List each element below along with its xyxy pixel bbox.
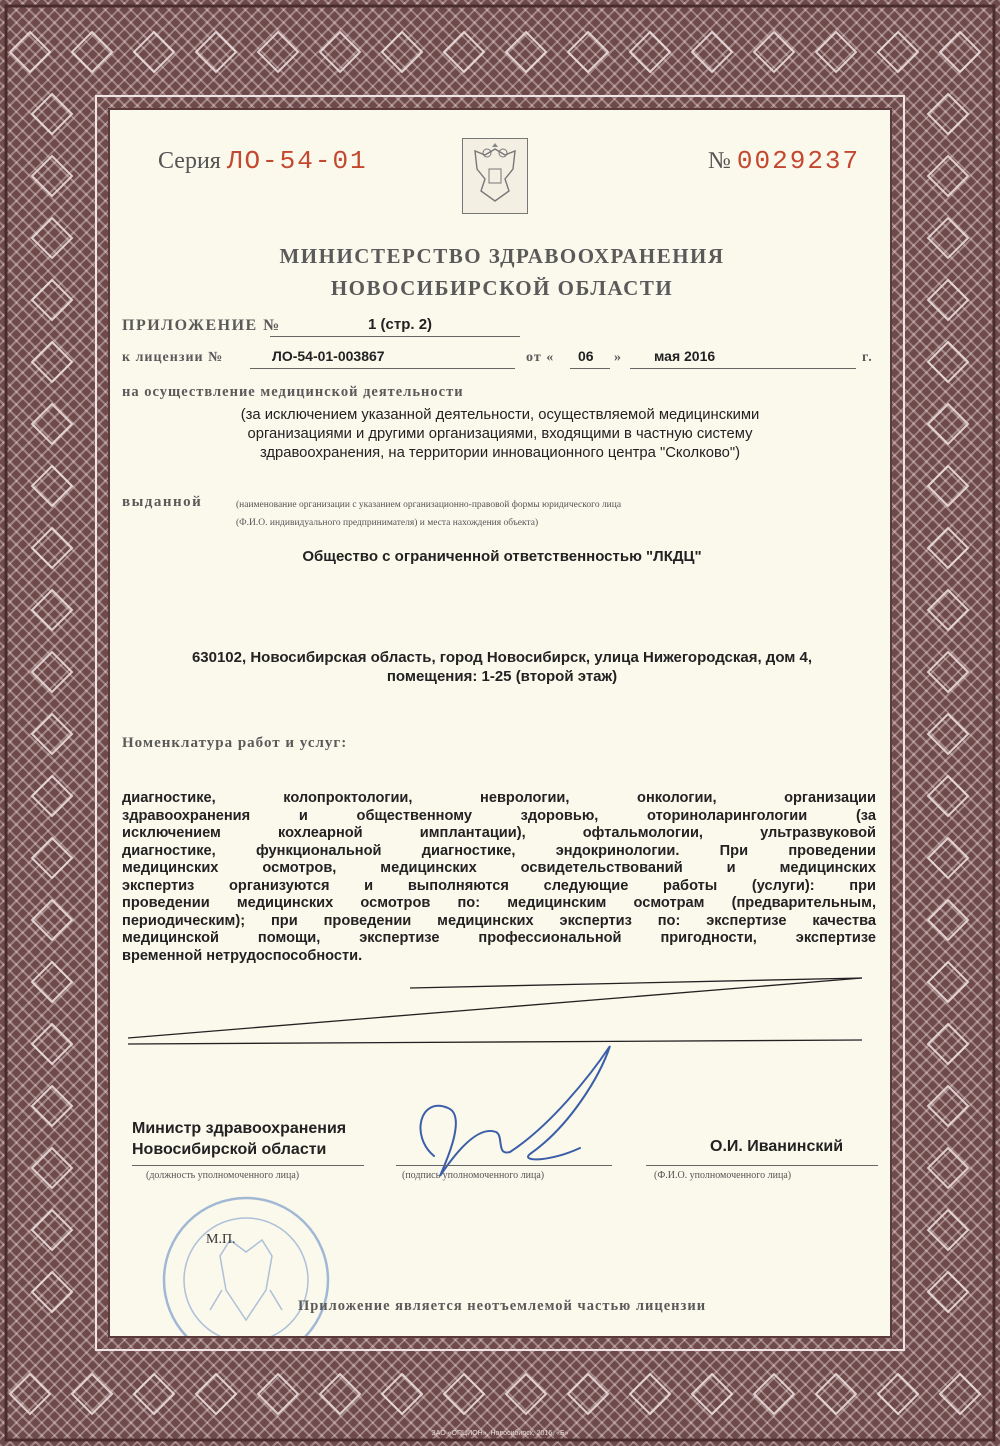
ministry-line-2: НОВОСИБИРСКОЙ ОБЛАСТИ [330,276,674,300]
frame-ornament-diamond [32,714,72,754]
frame-ornament-diamond [32,218,72,258]
stamp-label: М.П. [206,1232,236,1247]
frame-ornament-diamond [32,156,72,196]
frame-ornament-diamond [134,1374,174,1414]
address-line-2: помещения: 1-25 (второй этаж) [386,668,618,685]
activity-note-line-3: здравоохранения, на территории инновационного центра "Сколково") [259,445,741,461]
frame-ornament-diamond [32,590,72,630]
nomenclature-line: медицинской помощи, экспертизе профессиональной пригодности, экспертизе [122,930,876,946]
frame-ornament-diamond [320,32,360,72]
signatory-position [132,1118,346,1160]
signatory-position-line-2: Новосибирской области [132,1141,327,1158]
nomenclature-line: диагностике, колопроктологии, неврологии, онкологии, организации [122,790,876,806]
license-number: ЛО-54-01-003867 [272,348,385,364]
nomenclature-line: исключением кохлеарной имплантации), офтальмологии, ультразвуковой [122,825,876,841]
frame-ornament-diamond [754,1374,794,1414]
nomenclature-text [122,790,876,965]
signature-hint: (подпись уполномоченного лица) [402,1170,545,1181]
frame-ornament-diamond [568,32,608,72]
frame-ornament-diamond [32,776,72,816]
series-value: ЛО-54-01 [226,146,368,176]
position-hint: (должность уполномоченного лица) [146,1170,300,1181]
frame-ornament-diamond [32,528,72,568]
frame-ornament-diamond [928,218,968,258]
license-label: к лицензии № [122,350,224,365]
frame-ornament-diamond [10,32,50,72]
frame-ornament-diamond [928,900,968,940]
frame-ornament-diamond [32,1024,72,1064]
coat-of-arms-icon [462,138,528,214]
frame-ornament-diamond [928,528,968,568]
appendix-statement: Приложение является неотъемлемой частью лицензии [297,1298,707,1314]
frame-ornament-diamond [928,280,968,320]
frame-ornament-diamond [928,342,968,382]
issued-hint-line-1: (наименование организации с указанием организационно-правовой формы юридического лица [236,500,622,510]
frame-ornament-diamond [196,1374,236,1414]
nomenclature-line: периодическим); при проведении медицинских экспертиз по: экспертизе качества [122,912,876,929]
frame-ornament-diamond [928,94,968,134]
frame-ornament-diamond [382,1374,422,1414]
issued-label: выданной [122,494,203,510]
frame-ornament-diamond [568,1374,608,1414]
nomenclature-line: диагностике, функциональной диагностике, эндокринологии. При проведении [122,842,876,859]
frame-ornament-diamond [32,94,72,134]
frame-ornament-diamond [196,32,236,72]
frame-ornament-diamond [10,1374,50,1414]
signatory-name: О.И. Иванинский [710,1138,844,1155]
activity-note-line-1: (за исключением указанной деятельности, осуществляемой медицинскими [240,407,760,423]
frame-ornament-diamond [32,342,72,382]
address-line-1: 630102, Новосибирская область, город Новосибирск, улица Нижегородская, дом 4, [191,649,813,666]
frame-ornament-diamond [928,590,968,630]
frame-ornament-diamond [928,1024,968,1064]
frame-ornament-diamond [258,32,298,72]
frame-ornament-diamond [258,1374,298,1414]
frame-ornament-diamond [32,962,72,1002]
frame-ornament-diamond [630,1374,670,1414]
frame-ornament-diamond [32,900,72,940]
ministry-line-1: МИНИСТЕРСТВО ЗДРАВООХРАНЕНИЯ [279,244,725,268]
license-month-year: мая 2016 [654,348,716,364]
issued-hint-line-2: (Ф.И.О. индивидуального предпринимателя) и места нахождения объекта) [236,518,539,528]
frame-ornament-diamond [630,32,670,72]
frame-ornament-diamond [928,838,968,878]
frame-ornament-diamond [32,404,72,444]
frame-ornament-diamond [692,32,732,72]
frame-ornament-diamond [928,1086,968,1126]
number-label: № [708,148,731,174]
nomenclature-line: медицинских осмотров, медицинских освидетельствований и медицинских [122,860,876,876]
frame-ornament-diamond [32,1210,72,1250]
license-year-suffix: г. [862,350,874,365]
frame-ornament-diamond [444,1374,484,1414]
number-block [708,146,860,176]
nomenclature-line: здравоохранения и общественному здоровью, оториноларингологии (за [122,807,876,824]
nomenclature-line: проведении медицинских осмотров по: медицинским осмотрам (предварительным, [122,895,876,911]
frame-ornament-diamond [754,32,794,72]
frame-ornament-diamond [32,838,72,878]
frame-ornament-diamond [928,652,968,692]
frame-ornament-diamond [928,714,968,754]
name-hint: (Ф.И.О. уполномоченного лица) [654,1170,792,1181]
organization-address [110,648,892,686]
frame-ornament-diamond [506,32,546,72]
number-value: 0029237 [736,146,861,176]
appendix-value: 1 (стр. 2) [368,316,433,333]
nomenclature-label: Номенклатура работ и услуг: [122,735,348,751]
frame-ornament-diamond [382,32,422,72]
frame-ornament-diamond [928,1210,968,1250]
frame-ornament-diamond [32,1086,72,1126]
nomenclature-line: экспертиз организуются и выполняются следующие работы (услуги): при [122,877,876,894]
frame-ornament-diamond [928,776,968,816]
frame-ornament-diamond [134,32,174,72]
printer-imprint: ЗАО «ОПЦИОН», Новосибирск, 2016, «Б» [431,1430,569,1437]
activity-note-line-2: организациями и другими организациями, входящими в частную систему [247,426,753,442]
frame-ornament-diamond [928,1272,968,1312]
series-block [158,146,368,176]
frame-ornament-diamond [928,156,968,196]
nomenclature-line: временной нетрудоспособности. [122,947,363,964]
activity-label: на осуществление медицинской деятельности [122,384,464,400]
license-day-close: » [614,350,623,365]
frame-ornament-diamond [320,1374,360,1414]
frame-ornament-diamond [928,962,968,1002]
frame-ornament-diamond [32,1148,72,1188]
frame-ornament-diamond [72,32,112,72]
frame-ornament-diamond [928,466,968,506]
frame-ornament-diamond [816,32,856,72]
appendix-label: ПРИЛОЖЕНИЕ № [122,317,281,334]
frame-ornament-diamond [816,1374,856,1414]
organization-name: Общество с ограниченной ответственностью "ЛКДЦ" [302,548,702,565]
frame-ornament-diamond [444,32,484,72]
signatory-position-line-1: Министр здравоохранения [132,1120,347,1137]
frame-ornament-diamond [32,1272,72,1312]
license-from-label: от « [526,350,555,365]
frame-ornament-diamond [32,466,72,506]
series-label: Серия [158,148,221,174]
ministry-title [110,240,892,304]
frame-ornament-diamond [32,652,72,692]
frame-ornament-diamond [692,1374,732,1414]
license-appendix-page [108,108,892,1338]
frame-ornament-diamond [72,1374,112,1414]
frame-ornament-diamond [32,280,72,320]
frame-ornament-diamond [878,32,918,72]
frame-ornament-diamond [506,1374,546,1414]
frame-ornament-diamond [878,1374,918,1414]
frame-ornament-diamond [940,1374,980,1414]
activity-note [130,406,870,463]
frame-ornament-diamond [940,32,980,72]
frame-ornament-diamond [928,1148,968,1188]
license-day: 06 [578,348,594,364]
frame-ornament-diamond [928,404,968,444]
